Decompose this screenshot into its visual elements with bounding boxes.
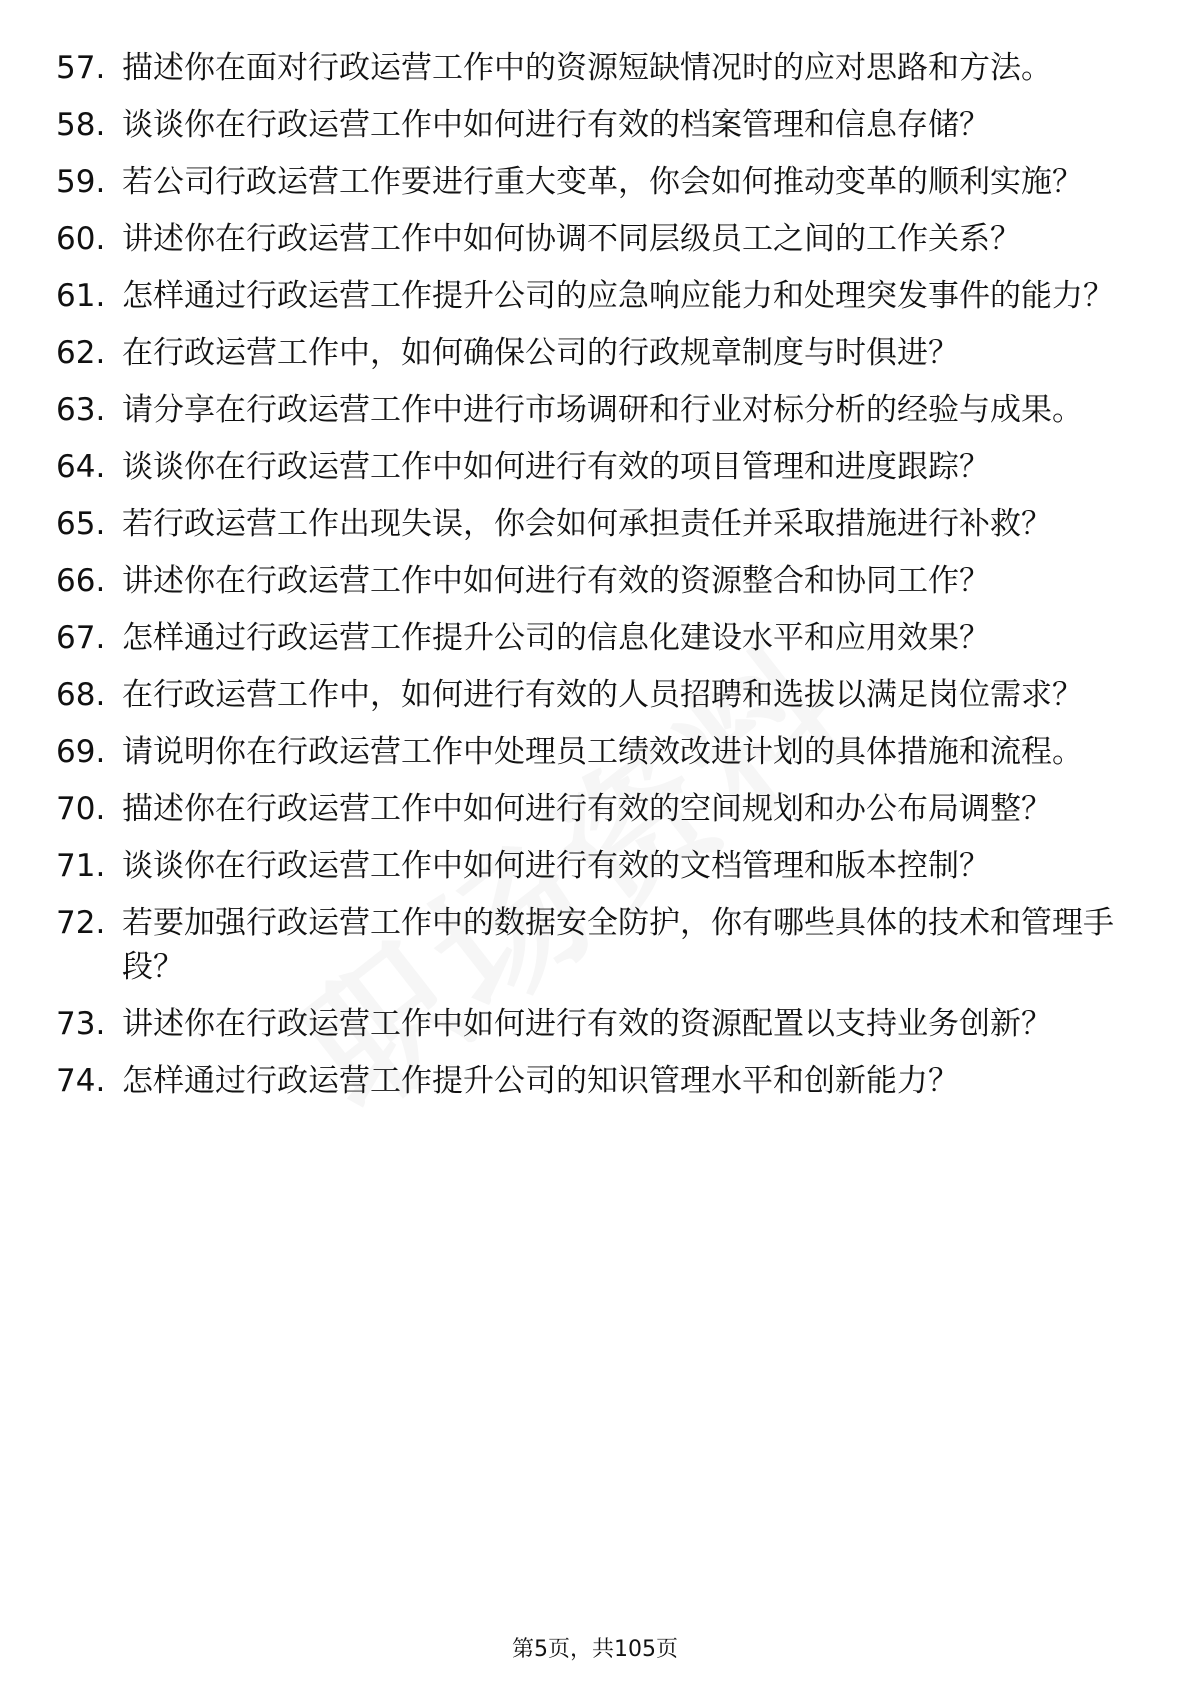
list-item [56, 502, 1126, 546]
question-text: 若公司行政运营工作要进行重大变革，你会如何推动变革的顺利实施？ [122, 164, 1083, 200]
question-text: 描述你在面对行政运营工作中的资源短缺情况时的应对思路和方法。 [122, 50, 1052, 86]
page-footer: 第5页，共105页 [512, 1637, 678, 1662]
list-item [56, 217, 1126, 261]
question-text: 讲述你在行政运营工作中如何进行有效的资源整合和协同工作？ [122, 563, 990, 599]
question-text: 谈谈你在行政运营工作中如何进行有效的项目管理和进度跟踪？ [122, 449, 990, 485]
question-text: 在行政运营工作中，如何进行有效的人员招聘和选拔以满足岗位需求？ [122, 677, 1083, 713]
question-number: 72. [56, 905, 106, 941]
question-number: 73. [56, 1006, 106, 1042]
question-number: 68. [56, 677, 106, 713]
list-item [56, 787, 1126, 831]
question-number: 60. [56, 221, 106, 257]
question-text: 请说明你在行政运营工作中处理员工绩效改进计划的具体措施和流程。 [122, 734, 1083, 770]
question-list [56, 46, 1126, 1116]
question-text: 若要加强行政运营工作中的数据安全防护，你有哪些具体的技术和管理手段？ [122, 905, 1114, 985]
question-number: 64. [56, 449, 106, 485]
list-item [56, 103, 1126, 147]
question-number: 63. [56, 392, 106, 428]
question-text: 请分享在行政运营工作中进行市场调研和行业对标分析的经验与成果。 [122, 392, 1083, 428]
list-item [56, 730, 1126, 774]
question-text: 谈谈你在行政运营工作中如何进行有效的档案管理和信息存储？ [122, 107, 990, 143]
list-item [56, 1002, 1126, 1046]
question-text: 讲述你在行政运营工作中如何进行有效的资源配置以支持业务创新？ [122, 1006, 1052, 1042]
question-text: 在行政运营工作中，如何确保公司的行政规章制度与时俱进？ [122, 335, 959, 371]
question-text: 若行政运营工作出现失误，你会如何承担责任并采取措施进行补救？ [122, 506, 1052, 542]
list-item [56, 901, 1126, 989]
question-number: 62. [56, 335, 106, 371]
list-item [56, 559, 1126, 603]
question-text: 谈谈你在行政运营工作中如何进行有效的文档管理和版本控制？ [122, 848, 990, 884]
list-item [56, 331, 1126, 375]
question-number: 58. [56, 107, 106, 143]
list-item [56, 160, 1126, 204]
question-text: 描述你在行政运营工作中如何进行有效的空间规划和办公布局调整？ [122, 791, 1052, 827]
list-item [56, 673, 1126, 717]
question-number: 65. [56, 506, 106, 542]
list-item [56, 1059, 1126, 1103]
question-number: 67. [56, 620, 106, 656]
question-number: 61. [56, 278, 106, 314]
question-number: 74. [56, 1063, 106, 1099]
question-number: 70. [56, 791, 106, 827]
list-item [56, 274, 1126, 318]
question-text: 怎样通过行政运营工作提升公司的应急响应能力和处理突发事件的能力？ [122, 278, 1114, 314]
question-number: 71. [56, 848, 106, 884]
question-text: 怎样通过行政运营工作提升公司的信息化建设水平和应用效果？ [122, 620, 990, 656]
question-text: 讲述你在行政运营工作中如何协调不同层级员工之间的工作关系？ [122, 221, 1021, 257]
question-text: 怎样通过行政运营工作提升公司的知识管理水平和创新能力？ [122, 1063, 959, 1099]
list-item [56, 616, 1126, 660]
question-number: 66. [56, 563, 106, 599]
question-number: 59. [56, 164, 106, 200]
list-item [56, 388, 1126, 432]
list-item [56, 445, 1126, 489]
question-number: 69. [56, 734, 106, 770]
list-item [56, 46, 1126, 90]
list-item [56, 844, 1126, 888]
question-number: 57. [56, 50, 106, 86]
